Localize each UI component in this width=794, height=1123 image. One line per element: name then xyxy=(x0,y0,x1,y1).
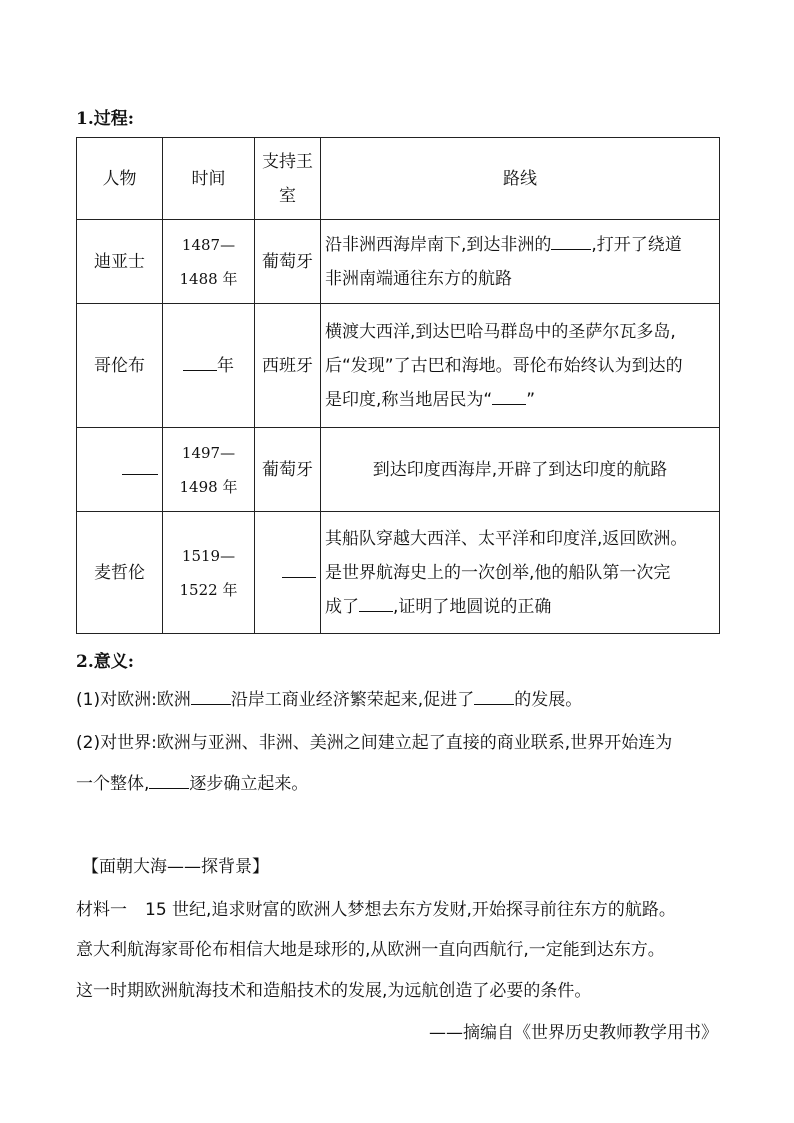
time-start: 1487— xyxy=(181,235,236,254)
material-heading: 【面朝大海——探背景】 xyxy=(82,857,269,877)
significance-line-3: 一个整体, 逐步确立起来。 xyxy=(76,774,309,794)
table-header-row xyxy=(77,138,720,220)
material-line-3: 这一时期欧洲航海技术和造船技术的发展,为远航创造了必要的条件。 xyxy=(76,981,592,1001)
fill-blank[interactable] xyxy=(191,703,231,705)
section-title-process: 1.过程: xyxy=(76,109,135,129)
cell-route xyxy=(321,304,720,428)
cell-time: 年 xyxy=(163,304,255,428)
cell-person xyxy=(77,428,163,512)
cell-route xyxy=(321,512,720,634)
material-line-1: 材料一 15 世纪,追求财富的欧洲人梦想去东方发财,开始探寻前往东方的航路。 xyxy=(76,900,676,920)
fill-blank[interactable] xyxy=(122,473,158,475)
header-person: 人物 xyxy=(77,138,163,220)
voyages-table xyxy=(76,137,720,634)
time-start: 1497— xyxy=(181,443,236,462)
cell-support: 葡萄牙 xyxy=(255,428,321,512)
header-route: 路线 xyxy=(321,138,720,220)
cell-support: 葡萄牙 xyxy=(255,220,321,304)
material-label: 材料一 xyxy=(76,900,127,920)
route-line: 是世界航海史上的一次创举,他的船队第一次完 xyxy=(325,562,671,583)
fill-blank[interactable] xyxy=(282,576,316,578)
table-row xyxy=(77,428,720,512)
route-line: 非洲南端通往东方的航路 xyxy=(325,268,512,289)
route-line: 其船队穿越大西洋、太平洋和印度洋,返回欧洲。 xyxy=(325,528,688,549)
fill-blank[interactable] xyxy=(359,610,393,612)
cell-person: 哥伦布 xyxy=(77,304,163,428)
time-end: 1488 年 xyxy=(179,269,238,288)
cell-time xyxy=(163,428,255,512)
route-line: 后“发现”了古巴和海地。哥伦布始终认为到达的 xyxy=(325,355,683,376)
material-line-2: 意大利航海家哥伦布相信大地是球形的,从欧洲一直向西航行,一定能到达东方。 xyxy=(76,940,665,960)
route-line: 横渡大西洋,到达巴哈马群岛中的圣萨尔瓦多岛, xyxy=(325,321,676,342)
route-line: 成了 ,证明了地圆说的正确 xyxy=(325,596,552,617)
fill-blank[interactable] xyxy=(474,703,514,705)
table-row xyxy=(77,304,720,428)
time-end: 1522 年 xyxy=(179,580,238,599)
header-support: 支持王室 xyxy=(255,138,321,220)
fill-blank[interactable] xyxy=(492,403,526,405)
section-title-significance: 2.意义: xyxy=(76,652,135,672)
fill-blank[interactable] xyxy=(149,787,189,789)
cell-person: 迪亚士 xyxy=(77,220,163,304)
route-line: 沿非洲西海岸南下,到达非洲的 ,打开了绕道 xyxy=(325,234,682,255)
cell-route: 到达印度西海岸,开辟了到达印度的航路 xyxy=(321,428,720,512)
header-time: 时间 xyxy=(163,138,255,220)
material-source: ——摘编自《世界历史教师教学用书》 xyxy=(429,1023,718,1043)
cell-time xyxy=(163,220,255,304)
cell-support xyxy=(255,512,321,634)
significance-line-2: (2)对世界:欧洲与亚洲、非洲、美洲之间建立起了直接的商业联系,世界开始连为 xyxy=(76,733,673,753)
route-line: 是印度,称当地居民为“ ” xyxy=(325,389,536,410)
time-end: 1498 年 xyxy=(179,477,238,496)
fill-blank[interactable] xyxy=(183,369,217,371)
table-row xyxy=(77,220,720,304)
cell-support: 西班牙 xyxy=(255,304,321,428)
significance-line-1: (1)对欧洲:欧洲 沿岸工商业经济繁荣起来,促进了 的发展。 xyxy=(76,690,583,710)
cell-route xyxy=(321,220,720,304)
fill-blank[interactable] xyxy=(551,248,591,250)
cell-time xyxy=(163,512,255,634)
cell-person: 麦哲伦 xyxy=(77,512,163,634)
time-start: 1519— xyxy=(181,546,236,565)
table-row xyxy=(77,512,720,634)
